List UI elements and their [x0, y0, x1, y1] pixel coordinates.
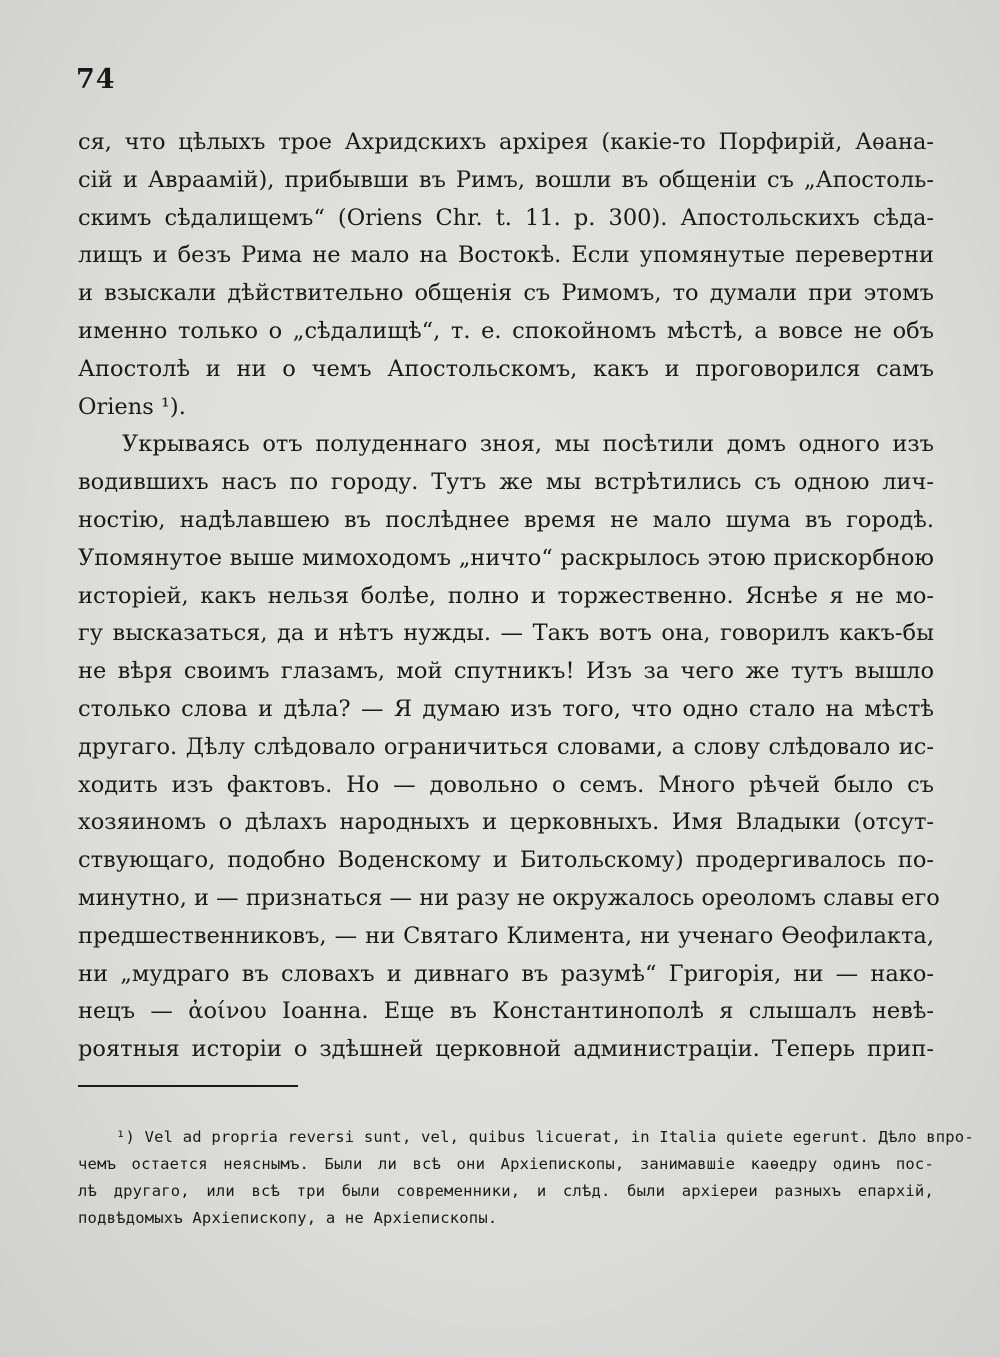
text-line: нецъ — ἀοίνου Iоанна. Еще въ Константинополѣ я слышалъ невѣ-: [78, 998, 934, 1025]
text-line: ся, что цѣлыхъ трое Ахридскихъ архiрея (какiе-то Порфирiй, Аѳана-: [78, 129, 934, 155]
text-line: именно только о „сѣдалищѣ“, т. е. спокойномъ мѣстѣ, а вовсе не объ: [78, 317, 934, 344]
text-line: лищъ и безъ Рима не мало на Востокѣ. Если упомянутые перевертни: [78, 242, 934, 269]
text-line: сiй и Авраамiй), прибывши въ Римъ, вошли въ общенiи съ „Апостоль-: [78, 166, 934, 193]
text-line: водившихъ насъ по городу. Тутъ же мы встрѣтились съ одною лич-: [78, 469, 934, 496]
text-line: Oriens ¹).: [78, 393, 186, 420]
text-line: роятныя исторiи о здѣшней церковной администрацiи. Теперь прип-: [78, 1036, 934, 1063]
text-line: столько слова и дѣла? — Я думаю изъ того, что одно стало на мѣстѣ: [78, 695, 934, 722]
footnote-line: ¹) Vel ad propria reversi sunt, vel, quibus licuerat, in Italia quiete egerunt. Дѣло впро-: [116, 1128, 974, 1146]
text-line: ходить изъ фактовъ. Но — довольно о семъ. Много рѣчей было съ: [78, 771, 934, 798]
footnotes: [78, 1124, 974, 1232]
text-line: гу высказаться, да и нѣтъ нужды. — Такъ вотъ она, говорилъ какъ-бы: [78, 620, 934, 647]
page-number: 74: [76, 64, 116, 95]
text-line: Апостолѣ и ни о чемъ Апостольскомъ, какъ и проговорился самъ: [78, 355, 934, 382]
text-line: предшественниковъ, — ни Святаго Климента, ни ученаго Ѳеофилакта,: [78, 922, 934, 949]
body-text: [78, 124, 940, 1069]
footnote-line: лѣ другаго, или всѣ три были современники, и слѣд. были архiереи разныхъ епархiй,: [78, 1182, 934, 1200]
text-line: ни „мудраго въ словахъ и дивнаго въ разумѣ“ Григорiя, ни — нако-: [78, 960, 934, 987]
text-line: не вѣря своимъ глазамъ, мой спутникъ! Изъ за чего же тутъ вышло: [78, 658, 934, 685]
footnote-line: подвѣдомыхъ Архiепископу, а не Архiепископы.: [78, 1209, 498, 1227]
text-line: ствующаго, подобно Воденскому и Битольскому) продергивалось по-: [78, 847, 934, 874]
text-line: минутно, и — признаться — ни разу не окружалось ореоломъ славы его: [78, 884, 940, 911]
text-line: хозяиномъ о дѣлахъ народныхъ и церковныхъ. Имя Владыки (отсут-: [78, 809, 934, 836]
text-line: ностiю, надѣлавшею въ послѣднее время не мало шума въ городѣ.: [78, 506, 934, 533]
text-line: и взыскали дѣйствительно общенiя съ Римомъ, то думали при этомъ: [78, 280, 934, 307]
paragraph-start-line: Укрываясь отъ полуденнаго зноя, мы посѣтили домъ одного изъ: [122, 431, 934, 458]
footnote-divider: [78, 1085, 298, 1087]
text-line: исторiей, какъ нельзя болѣе, полно и торжественно. Яснѣе я не мо-: [78, 582, 934, 609]
footnote-line: чемъ остается неяснымъ. Были ли всѣ они Архiепископы, занимавшiе каѳедру одинъ пос-: [78, 1155, 934, 1173]
text-line: другаго. Дѣлу слѣдовало ограничиться словами, а слову слѣдовало ис-: [78, 733, 934, 760]
text-line: Упомянутое выше мимоходомъ „ничто“ раскрылось этою прискорбною: [78, 544, 934, 571]
text-line: скимъ сѣдалищемъ“ (Oriens Chr. t. 11. p. 300). Апостольскихъ сѣда-: [78, 204, 934, 231]
